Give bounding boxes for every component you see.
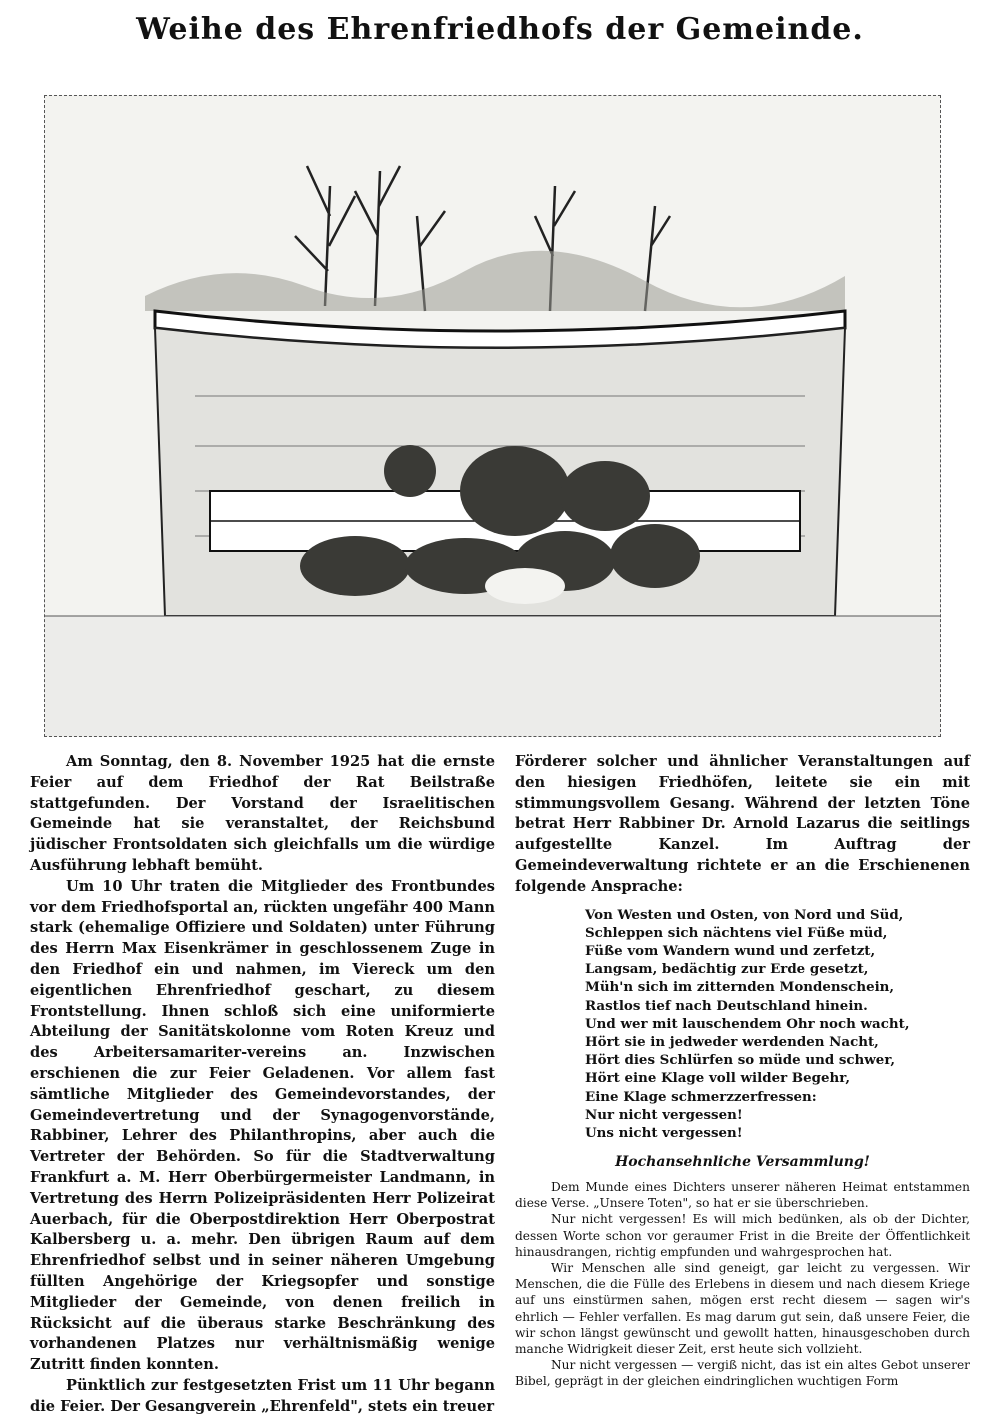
right-column (515, 752, 970, 1390)
poem-line: Hört eine Klage voll wilder Begehr, (585, 1070, 851, 1087)
poem-line: Hört dies Schlürfen so müde und schwer, (585, 1052, 896, 1069)
memorial-photo (44, 95, 941, 737)
poem-line: Rastlos tief nach Deutschland hinein. (585, 997, 868, 1014)
poem (585, 906, 970, 1143)
poem-line: Von Westen und Osten, von Nord und Süd, (585, 906, 904, 923)
paragraph: Pünktlich zur festgesetzten Frist um 11 Uhr begann die Feier. Der Gesangverein „Ehrenfeld", stets ein treuer (30, 1376, 495, 1415)
poem-line: Hört sie in jedweder werdenden Nacht, (585, 1034, 879, 1050)
left-column (30, 752, 495, 1418)
paragraph: Nur nicht vergessen — vergiß nicht, das ist ein altes Gebot unserer Bibel, geprägt in der gleichen eindringlichen wuchtigen Form (515, 1358, 970, 1389)
paragraph: Nur nicht vergessen! Es will mich bedünken, als ob der Dichter, dessen Worte schon vor geraumer Frist in die Breite der Öffentlichkeit hinausdrangen, richtig empfunden und wahrgesprochen hat. (515, 1212, 970, 1259)
poem-line: Nur nicht vergessen! (585, 1106, 743, 1123)
speech-heading: Hochansehnliche Versammlung! (615, 1154, 870, 1171)
poem-line: Uns nicht vergessen! (585, 1125, 743, 1142)
poem-line: Schleppen sich nächtens viel Füße müd, (585, 924, 888, 941)
article-title: Weihe des Ehrenfriedhofs der Gemeinde. (136, 12, 864, 47)
poem-line: Und wer mit lauschendem Ohr noch wacht, (585, 1015, 910, 1032)
poem-line: Eine Klage schmerzzerfressen: (585, 1088, 817, 1105)
paragraph: Förderer solcher und ähnlicher Veranstaltungen auf den hiesigen Friedhöfen, leitete sie ein mit stimmungsvollem Gesang. Während der letzten Töne betrat Herr Rabbiner Dr. Arnold Lazarus die seitlings aufgestellte Kanzel. Im Auftrag der Gemeindeverwaltung richtete er an die Erschienenen folgende Ansprache: (515, 753, 970, 895)
poem-line: Langsam, bedächtig zur Erde gesetzt, (585, 961, 869, 978)
paragraph: Am Sonntag, den 8. November 1925 hat die ernste Feier auf dem Friedhof der Rat Beilstraße stattgefunden. Der Vorstand der Israelitischen Gemeinde hat sie veranstaltet, der Reichsbund jüdischer Frontsoldaten sich gleichfalls um die würdige Ausführung lebhaft bemüht. (30, 753, 495, 874)
paragraph: Dem Munde eines Dichters unserer näheren Heimat entstammen diese Verse. „Unsere Toten", so hat er sie überschrieben. (515, 1180, 970, 1211)
paragraph: Um 10 Uhr traten die Mitglieder des Frontbundes vor dem Friedhofsportal an, rückten ungefähr 400 Mann stark (ehemalige Offiziere und Soldaten) unter Führung des Herrn Max Eisenkrämer in geschlossenem Zuge in den Friedhof ein und nahmen, im Viereck um den eigentlichen Ehrenfriedhof geschart, zu diesem Frontstellung. Ihnen schloß sich eine uniformierte Abteilung der Sanitätskolonne vom Roten Kreuz und des Arbeitersamariter-vereins an. Inzwischen erschienen die zur Feier Geladenen. Vor allem fast sämtliche Mitglieder des Gemeindevorstandes, der Gemeindevertretung und der Synagogenvorstände, Rabbiner, Lehrer des Philanthropins, aber auch die Vertreter der Behörden. So für die Stadtverwaltung Frankfurt a. M. Herr Oberbürgermeister Landmann, in Vertretung des Herrn Polizeipräsidenten Herr Polizeirat Auerbach, für die Oberpostdirektion Herr Oberpostrat Kalbersberg u. a. mehr. Den übrigen Raum auf dem Ehrenfriedhof selbst und in seiner näheren Umgebung füllten Angehörige der Kriegsopfer und sonstige Mitglieder der Gemeinde, von denen freilich in Rücksicht auf die überaus starke Beschränkung des vorhandenen Platzes nur verhältnismäßig wenige Zutritt finden konnten. (30, 877, 495, 1374)
memorial-photo-drawing (45, 96, 940, 736)
poem-line: Müh'n sich im zitternden Mondenschein, (585, 979, 895, 996)
poem-line: Füße vom Wandern wund und zerfetzt, (585, 942, 876, 959)
paragraph: Wir Menschen alle sind geneigt, gar leicht zu vergessen. Wir Menschen, die die Fülle des Erlebens in diesem und nach diesem Kriege auf uns einstürmen sahen, mögen erst recht diesem — sagen wir's ehrlich — Fehler verfallen. Es mag darum gut sein, daß unsere Feier, die wir schon längst gewünscht und gewollt hatten, hinausgeschoben durch manche Widrigkeit dieser Zeit, erst heute sich vollzieht. (515, 1261, 970, 1357)
speech-text (515, 1179, 970, 1390)
